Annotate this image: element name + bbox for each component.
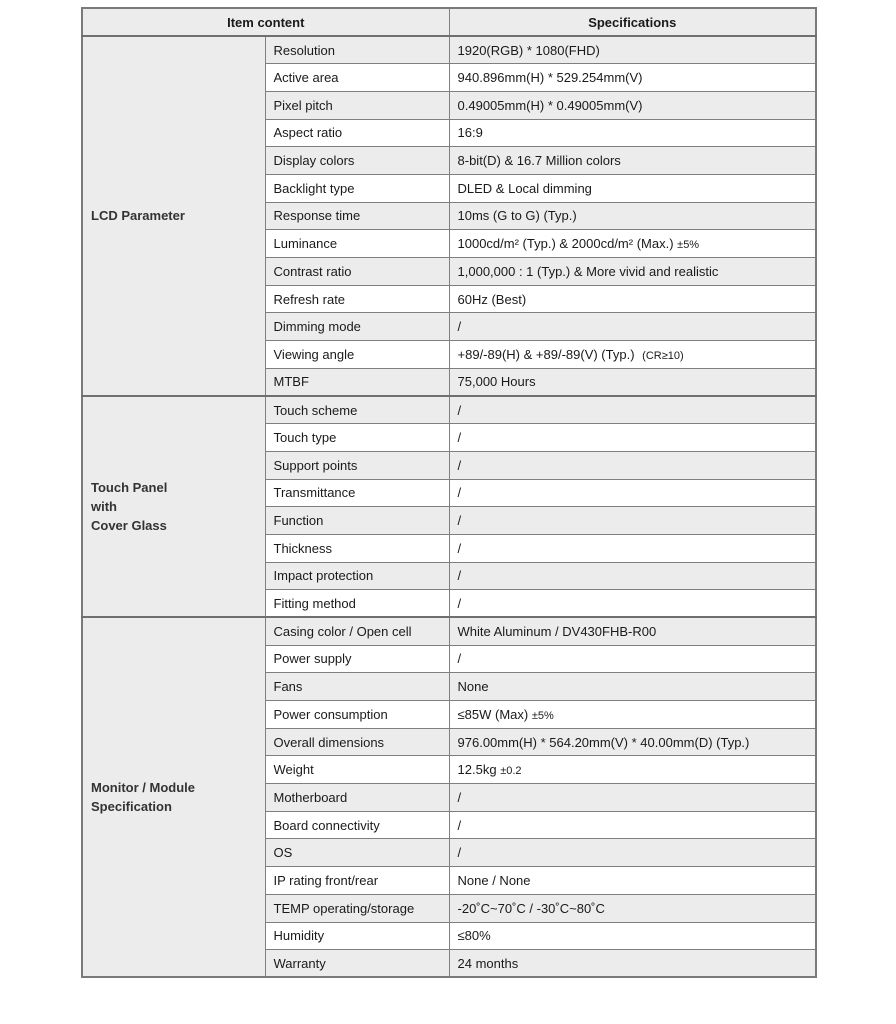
- spec-value: None / None: [457, 872, 531, 888]
- spec-value: 60Hz (Best): [457, 291, 527, 307]
- item-name: IP rating front/rear: [265, 867, 449, 895]
- item-name: Aspect ratio: [265, 119, 449, 147]
- spec-value-cell: [449, 701, 816, 729]
- spec-value-cell: [449, 36, 816, 64]
- spec-value-cell: [449, 645, 816, 673]
- item-name: Resolution: [265, 36, 449, 64]
- item-name: Motherboard: [265, 784, 449, 812]
- table-header-row: [82, 8, 816, 36]
- item-name: MTBF: [265, 368, 449, 396]
- group-label: [82, 617, 265, 977]
- item-name: Backlight type: [265, 174, 449, 202]
- item-name: OS: [265, 839, 449, 867]
- spec-value-cell: [449, 424, 816, 452]
- spec-value: 16:9: [457, 125, 483, 141]
- spec-value-cell: [449, 64, 816, 92]
- group-label-line: Cover Glass: [91, 518, 167, 534]
- item-name: Luminance: [265, 230, 449, 258]
- item-name: Active area: [265, 64, 449, 92]
- spec-value-cell: [449, 174, 816, 202]
- item-name: Transmittance: [265, 479, 449, 507]
- spec-value-cell: [449, 839, 816, 867]
- spec-value-cell: [449, 202, 816, 230]
- spec-value-cell: [449, 451, 816, 479]
- group-label-line: Monitor / Module: [91, 780, 195, 796]
- spec-value-cell: [449, 341, 816, 369]
- spec-value: DLED & Local dimming: [457, 180, 592, 196]
- spec-value-cell: [449, 756, 816, 784]
- spec-value-cell: [449, 258, 816, 286]
- spec-value: 10ms (G to G) (Typ.): [457, 208, 577, 224]
- item-name: Function: [265, 507, 449, 535]
- spec-value-cell: [449, 507, 816, 535]
- spec-value-cell: [449, 590, 816, 618]
- table-row: [82, 617, 816, 645]
- spec-value: 1920(RGB) * 1080(FHD): [457, 42, 600, 58]
- item-name: Fitting method: [265, 590, 449, 618]
- spec-table: [81, 7, 817, 978]
- spec-value-cell: [449, 867, 816, 895]
- spec-value-cell: [449, 479, 816, 507]
- spec-value: ≤80%: [457, 928, 491, 944]
- spec-value-cell: [449, 396, 816, 424]
- spec-value: /: [457, 319, 462, 335]
- spec-value-cell: [449, 922, 816, 950]
- spec-value: /: [457, 540, 462, 556]
- spec-value-cell: [449, 285, 816, 313]
- item-name: Pixel pitch: [265, 91, 449, 119]
- item-name: Power consumption: [265, 701, 449, 729]
- spec-value-cell: [449, 368, 816, 396]
- item-name: Weight: [265, 756, 449, 784]
- table-row: [82, 396, 816, 424]
- spec-note: ±0.2: [500, 765, 522, 778]
- item-name: Board connectivity: [265, 811, 449, 839]
- spec-value: /: [457, 429, 462, 445]
- item-name: Casing color / Open cell: [265, 617, 449, 645]
- item-name: Support points: [265, 451, 449, 479]
- group-label: LCD Parameter: [82, 36, 265, 396]
- spec-value: /: [457, 485, 462, 501]
- spec-value: ≤85W (Max): [457, 706, 529, 722]
- item-name: Warranty: [265, 950, 449, 978]
- spec-value-cell: [449, 617, 816, 645]
- spec-value-cell: [449, 784, 816, 812]
- item-name: Dimming mode: [265, 313, 449, 341]
- spec-value: 75,000 Hours: [457, 374, 536, 390]
- spec-value: /: [457, 651, 462, 667]
- spec-value-cell: [449, 91, 816, 119]
- item-name: Impact protection: [265, 562, 449, 590]
- spec-value: 1000cd/m² (Typ.) & 2000cd/m² (Max.): [457, 236, 674, 252]
- item-name: Touch type: [265, 424, 449, 452]
- spec-value-cell: [449, 534, 816, 562]
- spec-value-cell: [449, 147, 816, 175]
- spec-value: 24 months: [457, 955, 519, 971]
- item-name: Viewing angle: [265, 341, 449, 369]
- spec-value: 940.896mm(H) * 529.254mm(V): [457, 70, 643, 86]
- item-name: Display colors: [265, 147, 449, 175]
- spec-value: None: [457, 679, 489, 695]
- spec-value: 0.49005mm(H) * 0.49005mm(V): [457, 97, 643, 113]
- item-name: Thickness: [265, 534, 449, 562]
- spec-value: /: [457, 402, 462, 418]
- spec-value: /: [457, 457, 462, 473]
- spec-value: /: [457, 845, 462, 861]
- spec-value-cell: [449, 894, 816, 922]
- spec-value: 12.5kg: [457, 762, 497, 778]
- spec-table-body: [82, 36, 816, 977]
- item-name: Overall dimensions: [265, 728, 449, 756]
- group-label-line: Specification: [91, 799, 172, 815]
- spec-value: 1,000,000 : 1 (Typ.) & More vivid and realistic: [457, 263, 719, 279]
- group-label-line: with: [91, 499, 117, 515]
- item-name: Refresh rate: [265, 285, 449, 313]
- spec-value-cell: [449, 728, 816, 756]
- spec-value-cell: [449, 119, 816, 147]
- spec-value-cell: [449, 230, 816, 258]
- spec-value-cell: [449, 950, 816, 978]
- item-name: Humidity: [265, 922, 449, 950]
- item-name: TEMP operating/storage: [265, 894, 449, 922]
- spec-value-cell: [449, 673, 816, 701]
- spec-value: +89/-89(H) & +89/-89(V) (Typ.): [457, 346, 635, 362]
- table-row: [82, 36, 816, 64]
- group-label: [82, 396, 265, 618]
- spec-value: /: [457, 817, 462, 833]
- item-name: Response time: [265, 202, 449, 230]
- group-label-line: Touch Panel: [91, 480, 168, 496]
- header-specifications: Specifications: [449, 8, 816, 36]
- spec-value-cell: [449, 313, 816, 341]
- spec-value: 8-bit(D) & 16.7 Million colors: [457, 153, 621, 169]
- spec-value-cell: [449, 562, 816, 590]
- item-name: Contrast ratio: [265, 258, 449, 286]
- item-name: Fans: [265, 673, 449, 701]
- item-name: Power supply: [265, 645, 449, 673]
- spec-value: /: [457, 789, 462, 805]
- spec-value: 976.00mm(H) * 564.20mm(V) * 40.00mm(D) (Typ.): [457, 734, 750, 750]
- spec-value: /: [457, 513, 462, 529]
- spec-note: (CR≥10): [642, 349, 684, 362]
- spec-value: /: [457, 568, 462, 584]
- spec-value: /: [457, 595, 462, 611]
- spec-value: White Aluminum / DV430FHB-R00: [457, 624, 657, 640]
- spec-value: -20˚C~70˚C / -30˚C~80˚C: [457, 900, 605, 916]
- spec-note: ±5%: [677, 239, 700, 252]
- item-name: Touch scheme: [265, 396, 449, 424]
- header-item-content: Item content: [82, 8, 449, 36]
- spec-value-cell: [449, 811, 816, 839]
- spec-note: ±5%: [531, 709, 554, 722]
